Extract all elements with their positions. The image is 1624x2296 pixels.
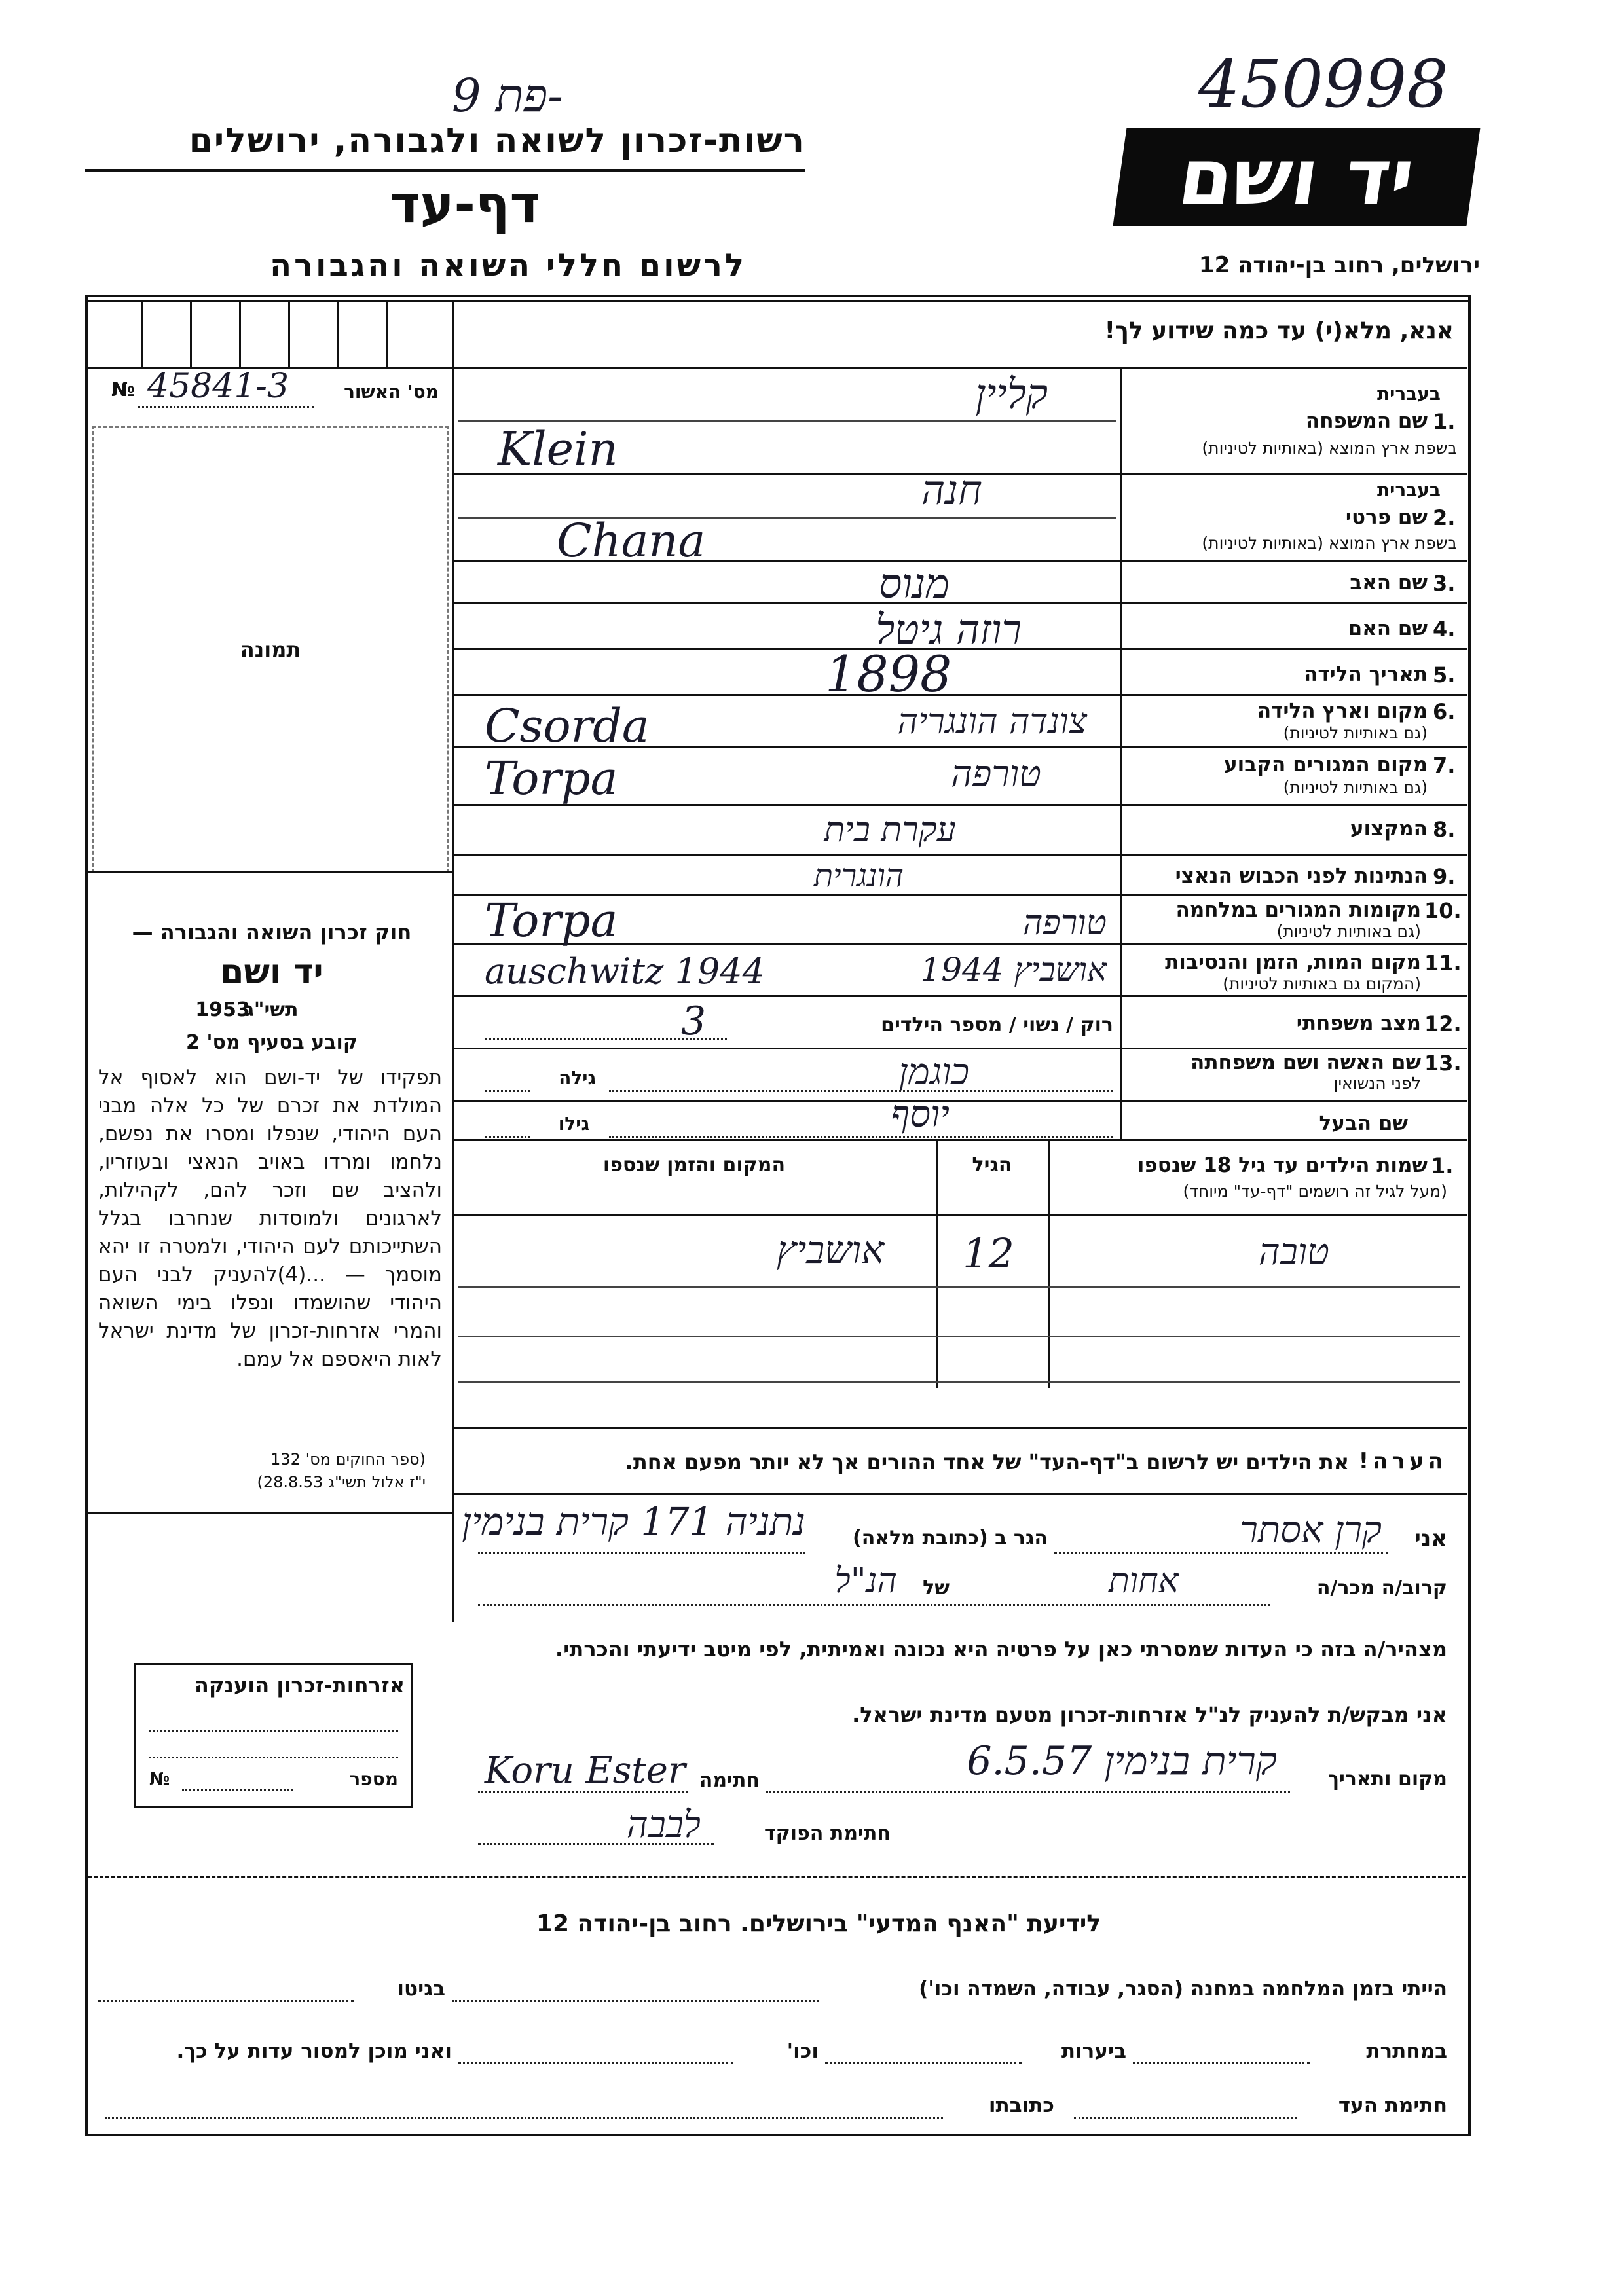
scientific-department-notice: לידיעת "האנף המדעי" בירושלים. רחוב בן-יהודה 12 xyxy=(536,1910,1101,1937)
record-number: 450998 xyxy=(1198,46,1449,122)
death-place-latin: auschwitz 1944 xyxy=(485,951,765,992)
fill-instruction: אנא, מלא(י) עד כמה שידוע לך! xyxy=(1104,318,1454,344)
children-place-header: המקום והזמן שנספו xyxy=(602,1154,786,1176)
photo-label: תמונה xyxy=(240,637,301,662)
father-name: מנוס xyxy=(878,560,950,608)
residence-latin: Torpa xyxy=(485,752,618,805)
child-age: 12 xyxy=(963,1230,1014,1277)
children-sub: (מעל לגיל זה רושמים "דף-עד" מיוחד) xyxy=(1183,1182,1447,1201)
field-1-number: 1. xyxy=(1433,409,1456,434)
etc-label: וכו' xyxy=(786,2039,819,2063)
field-5-label: תאריך הלידה xyxy=(1304,663,1428,686)
field-6-label: מקום וארץ הלידה xyxy=(1257,699,1428,723)
field-7-number: 7. xyxy=(1433,753,1456,778)
field-9-label: הנתינות לפני הכבוש הנאצי xyxy=(1175,864,1428,888)
handwritten-reference: פת 9- xyxy=(452,69,563,122)
relative-label: קרוב/ה מכר/ה xyxy=(1316,1576,1447,1599)
field-13-label: שם האשה ושם משפחתה xyxy=(1190,1051,1421,1074)
authority-title: רשות-זכרון לשואה ולגבורה, ירושלים xyxy=(189,121,805,160)
children-label: שמות הילדים עד גיל 18 שנספו xyxy=(1137,1154,1428,1177)
field-2-label: שם פרטי xyxy=(1345,505,1428,529)
field-10-sub: (גם באותיות לטיניות) xyxy=(1276,922,1421,941)
mother-name: רוזה גיטל xyxy=(876,606,1022,653)
wife-age-label: גילה xyxy=(559,1067,596,1089)
field-11-number: 11. xyxy=(1424,951,1462,975)
address-label: הגר ב (כתובת מלאה) xyxy=(852,1527,1048,1550)
surname-latin: Klein xyxy=(498,422,618,476)
of-label: של xyxy=(923,1576,950,1599)
children-age-header: הגיל xyxy=(972,1154,1012,1176)
law-title: חוק זכרון השואה והגבורה — xyxy=(132,920,412,945)
field-12-number: 12. xyxy=(1424,1011,1462,1036)
certificate-number-label: מספר xyxy=(349,1768,398,1790)
field-2-sub: בשפת ארץ המוצא (באותיות לטיניות) xyxy=(1202,534,1457,553)
officer-signature-label: חתימת הפוקד xyxy=(764,1822,891,1845)
in-hebrew-label-1: בעברית xyxy=(1376,383,1441,405)
witness-signature-label: חתימת העד xyxy=(1338,2094,1447,2117)
wife-maiden-name: כוגמן xyxy=(898,1051,969,1093)
husband-age-label: גילו xyxy=(558,1113,589,1135)
note-text: את הילדים יש לרשום ב"דף-העד" של אחד ההורים אך לא יותר מפעם אחת. xyxy=(625,1449,1349,1474)
yad-vashem-logo: יד ושם xyxy=(1113,128,1480,226)
field-5-number: 5. xyxy=(1433,663,1456,687)
field-10-label: מקומות המגורים במלחמה xyxy=(1175,898,1421,922)
testimony-willing-label: ואני מוכן למסור עדות על כך. xyxy=(176,2039,452,2063)
memorial-citizenship-box xyxy=(134,1663,413,1808)
forests-label: ביערות xyxy=(1061,2039,1126,2063)
field-8-label: המקצוע xyxy=(1350,817,1428,841)
place-date-label: מקום ותאריך xyxy=(1327,1768,1447,1791)
declaration-text: מצהיר/ה בזה כי העדות שמסרתי כאן על פרטיה היא נכונה ואמיתית, לפי מיטב ידיעתי והכרתי. xyxy=(555,1637,1447,1662)
law-year-hebrew: תשי"ג xyxy=(245,998,299,1021)
declarant-i-label: אני xyxy=(1414,1525,1447,1552)
field-7-sub: (גם באותיות לטיניות) xyxy=(1283,778,1428,797)
field-11-label: מקום המות, הזמן והנסיבות xyxy=(1165,951,1421,974)
field-4-number: 4. xyxy=(1433,617,1456,642)
field-11-sub: (המקום גם באותיות לטיניות) xyxy=(1223,974,1421,993)
place-and-date: קרית בנימין 6.5.57 xyxy=(967,1738,1277,1784)
signature-label: חתימה xyxy=(699,1769,760,1792)
husband-name: יוסף xyxy=(891,1093,950,1136)
field-7-label: מקום המגורים הקבוע xyxy=(1224,753,1428,776)
surname-hebrew: קליין xyxy=(975,370,1048,418)
birth-place-latin: Csorda xyxy=(485,699,650,753)
law-year: 1953 xyxy=(195,998,250,1021)
in-hebrew-label-2: בעברית xyxy=(1376,479,1441,501)
field-6-sub: (גם באותיות לטיניות) xyxy=(1283,723,1428,742)
certificate-title: אזרחות-זכרון הוענקה xyxy=(194,1673,405,1698)
children-number: 1. xyxy=(1431,1154,1454,1178)
field-8-number: 8. xyxy=(1433,817,1456,842)
officer-signature: לבבה xyxy=(627,1804,701,1846)
death-place-hebrew: אושביץ 1944 xyxy=(920,951,1107,989)
child-name: טובה xyxy=(1259,1231,1329,1273)
field-13-sub: לפני הנשואין xyxy=(1333,1074,1421,1093)
wartime-residence-hebrew: טורפה xyxy=(1023,903,1107,943)
ghetto-label: בגיטו xyxy=(397,1977,445,2001)
profession: עקרת בית xyxy=(824,811,956,850)
declarant-signature: Koru Ester xyxy=(485,1749,686,1792)
children-count: 3 xyxy=(681,998,707,1044)
law-reference-1: (ספר החוקים מס' 132 xyxy=(270,1450,426,1468)
underground-label: במחתרת xyxy=(1366,2039,1447,2063)
wartime-residence-latin: Torpa xyxy=(485,894,618,947)
approval-number: 45841-3 xyxy=(147,367,289,406)
field-3-number: 3. xyxy=(1433,571,1456,596)
relation: אחות xyxy=(1109,1561,1179,1601)
photo-area xyxy=(92,426,449,873)
field-10-number: 10. xyxy=(1424,898,1462,923)
law-clause: קובע בסעיף מס' 2 xyxy=(186,1031,358,1054)
address: ירושלים, רחוב בן-יהודה 12 xyxy=(1198,252,1480,278)
approval-no-sign: № xyxy=(111,378,136,401)
field-4-label: שם האם xyxy=(1348,617,1428,640)
form-subtitle: לרשום חללי השואה והגבורה xyxy=(270,247,747,284)
birth-date: 1898 xyxy=(825,645,952,703)
of-value: הנ"ל xyxy=(834,1561,897,1601)
law-name: יד ושם xyxy=(220,953,323,992)
birth-place-hebrew: צונדה הונגריה xyxy=(897,701,1087,742)
field-1-sub: בשפת ארץ המוצא (באותיות לטיניות) xyxy=(1202,439,1457,458)
field-6-number: 6. xyxy=(1433,699,1456,724)
citizenship: הונגרית xyxy=(813,858,904,894)
residence-hebrew: טורפה xyxy=(951,753,1041,795)
field-1-label: שם המשפחה xyxy=(1305,409,1428,433)
field-12-label: מצב משפחתי xyxy=(1296,1011,1421,1035)
form-title: דף-עד xyxy=(390,175,540,234)
request-text: אני מבקש/ת להעניק לנ"ל אזרחות-זכרון מטעם מדינת ישראל. xyxy=(852,1702,1447,1727)
first-name-latin: Chana xyxy=(557,514,706,568)
note-label: הערה! xyxy=(1358,1448,1447,1474)
approval-label: מס' האשור xyxy=(344,381,439,403)
field-9-number: 9. xyxy=(1433,864,1456,889)
law-reference-2: י"ז אלול תשי"ג 28.8.53) xyxy=(257,1473,426,1491)
marital-status-options: רוק / נשוי / מספר הילדים xyxy=(881,1013,1113,1036)
field-2-number: 2. xyxy=(1433,505,1456,530)
certificate-number-sign: № xyxy=(149,1770,170,1789)
camp-line-label: הייתי בזמן המלחמה במחנה (הסגר, עבודה, השמדה וכו') xyxy=(919,1977,1447,2001)
field-3-label: שם האב xyxy=(1350,571,1428,594)
child-death-place: אושביץ xyxy=(776,1228,884,1272)
declarant-address: נתניה 171 קרית בנימין xyxy=(462,1499,805,1544)
law-text: תפקידו של יד-ושם הוא לאסוף אל המולדת את זכרם של כל אלה מבני העם היהודי, שנפלו ומסרו את נפשם, נלחמו ומרדו באויב הנאצי ובעוזריו, ולהציב שם וזכר להם, לקהילות, לארגונים ולמוסדות שנחרבו בגלל השתייכותם לעם היהודי, ולמטרה זו יהא מוסמך — ...(4)להעניק לבני העם היהודי שהושמדו ונפלו בימי השואה והמרי אזרחות-זכרון של מדינת ישראל לאות היאספם אל עמם. xyxy=(98,1066,442,1371)
declarant-name: קרן אסתר xyxy=(1240,1509,1382,1552)
field-13-number: 13. xyxy=(1424,1051,1462,1076)
witness-address-label: כתובתו xyxy=(988,2094,1054,2117)
husband-label: שם הבעל xyxy=(1319,1112,1408,1135)
first-name-hebrew: חנה xyxy=(921,466,982,514)
